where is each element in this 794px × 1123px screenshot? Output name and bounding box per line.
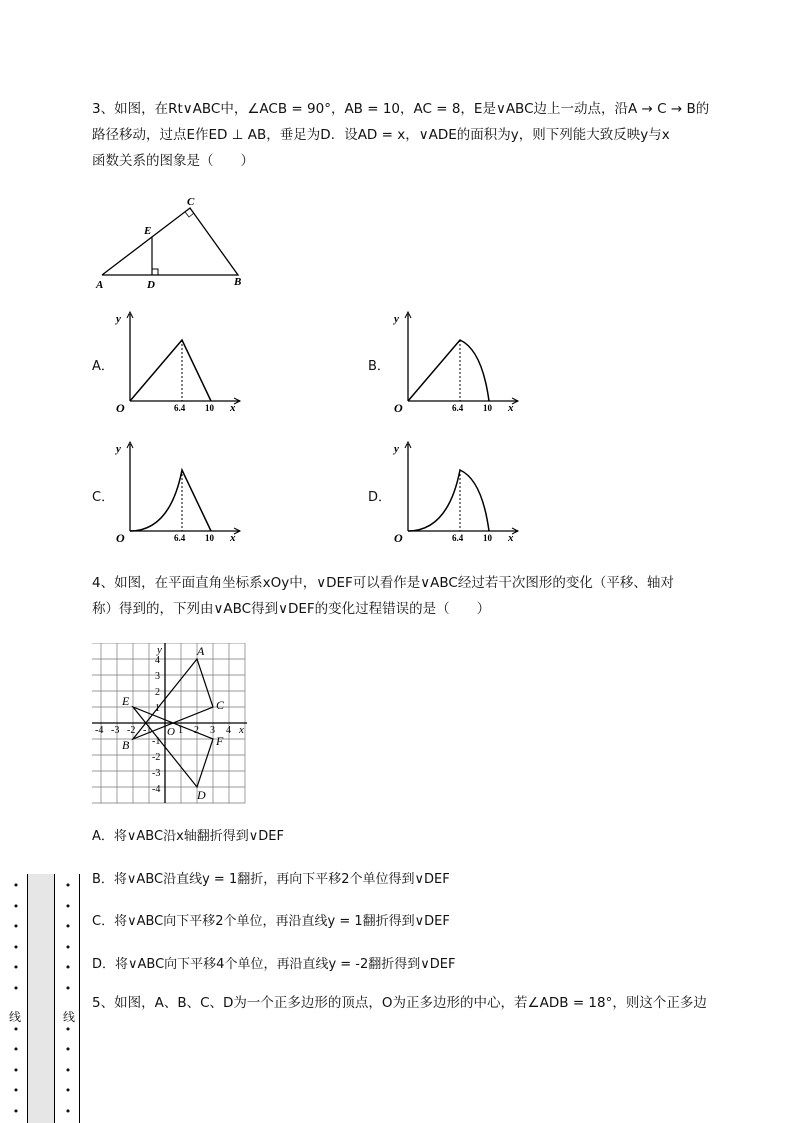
- choice-d[interactable]: D．将∨ABC向下平移4个单位，再沿直线y = -2翻折得到∨DEF: [92, 957, 456, 972]
- binding-strip: [27, 874, 55, 1123]
- choice-a[interactable]: A．将∨ABC沿x轴翻折得到∨DEF: [92, 829, 284, 844]
- tick-6-4: 6.4: [452, 533, 464, 543]
- triangle-def: [133, 707, 213, 787]
- option-c-graph: [112, 438, 252, 548]
- function-curve: [130, 470, 211, 531]
- origin-label: O: [394, 531, 403, 545]
- origin-label: O: [167, 726, 175, 738]
- tick-10: 10: [483, 403, 492, 413]
- binding-dot: •: [12, 879, 20, 892]
- binding-dot: •: [12, 940, 20, 954]
- function-curve: [130, 340, 211, 401]
- x-tick-label: -2: [127, 725, 136, 736]
- binding-dot: •: [64, 1063, 72, 1077]
- origin-label: O: [116, 401, 125, 415]
- binding-dot: •: [64, 1043, 72, 1056]
- right-angle-mark: [152, 269, 158, 275]
- coordinate-grid-figure: [92, 643, 254, 805]
- binding-word-left: 线: [9, 1010, 22, 1024]
- tick-10: 10: [205, 533, 214, 543]
- binding-dot: •: [64, 1022, 72, 1036]
- y-tick-label: -4: [152, 784, 161, 795]
- label-a: A: [96, 279, 104, 291]
- y-axis-label: y: [394, 443, 399, 455]
- y-axis-label: y: [394, 313, 399, 325]
- x-tick-label: 1: [178, 725, 183, 736]
- q3-line-1: 3、如图，在Rt∨ABC中，∠ACB = 90°，AB = 10，AC = 8，E是∨ABC边上一动点，沿A → C → B的: [92, 101, 710, 117]
- binding-dot: •: [12, 1022, 20, 1036]
- binding-dot: •: [64, 899, 72, 913]
- binding-dot: •: [64, 879, 72, 892]
- x-tick-label: 2: [194, 725, 199, 736]
- binding-dot: •: [12, 981, 20, 995]
- option-a-graph: [112, 308, 252, 418]
- tick-6-4: 6.4: [174, 533, 186, 543]
- binding-dot: •: [12, 1043, 20, 1056]
- binding-word-right: 线: [63, 1010, 76, 1024]
- option-d-graph: [390, 438, 530, 548]
- y-tick-label: 1: [155, 703, 160, 714]
- option-d-letter[interactable]: D．: [368, 490, 392, 505]
- binding-dot: •: [12, 1084, 20, 1097]
- y-axis-label: y: [116, 443, 121, 455]
- question-3: [92, 96, 709, 174]
- x-axis-label: x: [230, 402, 236, 414]
- x-tick-label: 3: [210, 725, 215, 736]
- tick-6-4: 6.4: [452, 403, 464, 413]
- y-tick-label: 3: [155, 671, 160, 682]
- binding-line: [79, 874, 80, 1123]
- choice-c[interactable]: C．将∨ABC向下平移2个单位，再沿直线y = 1翻折得到∨DEF: [92, 914, 450, 929]
- triangle-figure: [92, 192, 252, 292]
- y-tick-label: 2: [155, 687, 160, 698]
- q4-line-2: 称）得到的，下列由∨ABC得到∨DEF的变化过程错误的是（ ）: [92, 601, 491, 617]
- question-5: [92, 990, 707, 1016]
- binding-dot: •: [12, 899, 20, 913]
- option-b-graph: [390, 308, 530, 418]
- binding-dot: •: [64, 981, 72, 995]
- y-axis-label: y: [157, 644, 162, 656]
- x-axis-label: x: [239, 724, 244, 736]
- q3-line-3: 函数关系的图象是（ ）: [92, 153, 254, 169]
- y-tick-label: 4: [155, 655, 160, 666]
- tick-6-4: 6.4: [174, 403, 186, 413]
- option-b-letter[interactable]: B．: [368, 359, 390, 374]
- point-label-c: C: [216, 698, 225, 712]
- point-label-d: D: [197, 788, 206, 802]
- tick-10: 10: [483, 533, 492, 543]
- binding-dot: •: [12, 1104, 20, 1118]
- label-e: E: [144, 225, 152, 237]
- option-c-letter[interactable]: C．: [92, 490, 115, 505]
- origin-label: O: [394, 401, 403, 415]
- y-tick-label: -2: [152, 752, 161, 763]
- choice-b[interactable]: B．将∨ABC沿直线y = 1翻折，再向下平移2个单位得到∨DEF: [92, 872, 450, 887]
- option-a-letter[interactable]: A．: [92, 359, 114, 374]
- y-tick-label: -3: [152, 768, 161, 779]
- tick-10: 10: [205, 403, 214, 413]
- label-c: C: [187, 196, 195, 208]
- label-d: D: [147, 279, 155, 291]
- x-tick-label: -1: [143, 725, 152, 736]
- x-tick-label: -4: [95, 725, 104, 736]
- question-4: [92, 570, 674, 622]
- point-label-f: F: [216, 734, 224, 748]
- x-axis-label: x: [508, 532, 514, 544]
- binding-dot: •: [12, 1063, 20, 1077]
- binding-dot: •: [64, 940, 72, 954]
- x-axis-label: x: [230, 532, 236, 544]
- q3-line-2: 路径移动，过点E作ED ⊥ AB，垂足为D．设AD = x，∨ADE的面积为y，则下列能大致反映y与x: [92, 127, 670, 143]
- q4-line-1: 4、如图，在平面直角坐标系xOy中，∨DEF可以看作是∨ABC经过若干次图形的变化（平移、轴对: [92, 575, 674, 591]
- label-b: B: [234, 276, 242, 288]
- binding-dot: •: [12, 920, 20, 933]
- point-label-b: B: [122, 738, 130, 752]
- binding-dot: •: [64, 1104, 72, 1118]
- triangle-abc: [102, 208, 238, 275]
- point-label-e: E: [122, 694, 130, 708]
- binding-dots-left: [10, 876, 22, 1122]
- binding-dot: •: [64, 1084, 72, 1097]
- function-curve: [408, 470, 489, 531]
- x-axis-label: x: [508, 402, 514, 414]
- binding-dot: •: [64, 920, 72, 933]
- y-tick-label: -1: [152, 736, 161, 747]
- binding-dot: •: [64, 961, 72, 974]
- binding-dots-right: [62, 876, 74, 1122]
- origin-label: O: [116, 531, 125, 545]
- binding-dot: •: [12, 961, 20, 974]
- q5-line-1: 5、如图，A、B、C、D为一个正多边形的顶点，O为正多边形的中心，若∠ADB = 18°，则这个正多边: [92, 995, 707, 1011]
- x-tick-label: -3: [111, 725, 120, 736]
- function-curve: [408, 340, 489, 401]
- point-label-a: A: [197, 644, 205, 658]
- y-axis-label: y: [116, 313, 121, 325]
- x-tick-label: 4: [226, 725, 231, 736]
